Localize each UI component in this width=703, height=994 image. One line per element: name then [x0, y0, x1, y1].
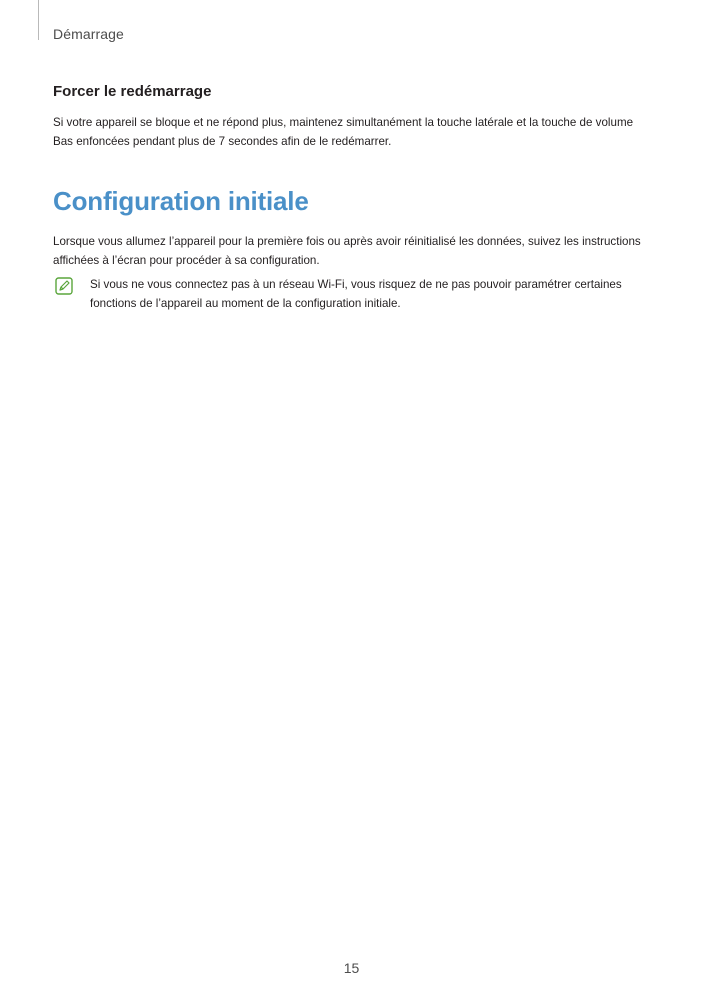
note-text: Si vous ne vous connectez pas à un réseau Wi-Fi, vous risquez de ne pas pouvoir paramétrer certaines fonctions de l’appareil au moment de la configuration initiale.: [90, 278, 622, 310]
initial-setup-paragraph: Lorsque vous allumez l’appareil pour la première fois ou après avoir réinitialisé les données, suivez les instructions affichées à l’écran pour procéder à sa configuration.: [53, 235, 641, 267]
note-pencil-icon: [55, 277, 73, 295]
page-number: 15: [343, 960, 360, 976]
header-divider: [38, 0, 39, 40]
header-title: Démarrage: [53, 26, 124, 42]
force-restart-paragraph: Si votre appareil se bloque et ne répond plus, maintenez simultanément la touche latérale et la touche de volume Bas enfoncées pendant plus de 7 secondes afin de le redémarrer.: [53, 116, 634, 148]
page-title-initial-setup: Configuration initiale: [53, 186, 309, 216]
section-heading-force-restart: Forcer le redémarrage: [53, 83, 212, 100]
